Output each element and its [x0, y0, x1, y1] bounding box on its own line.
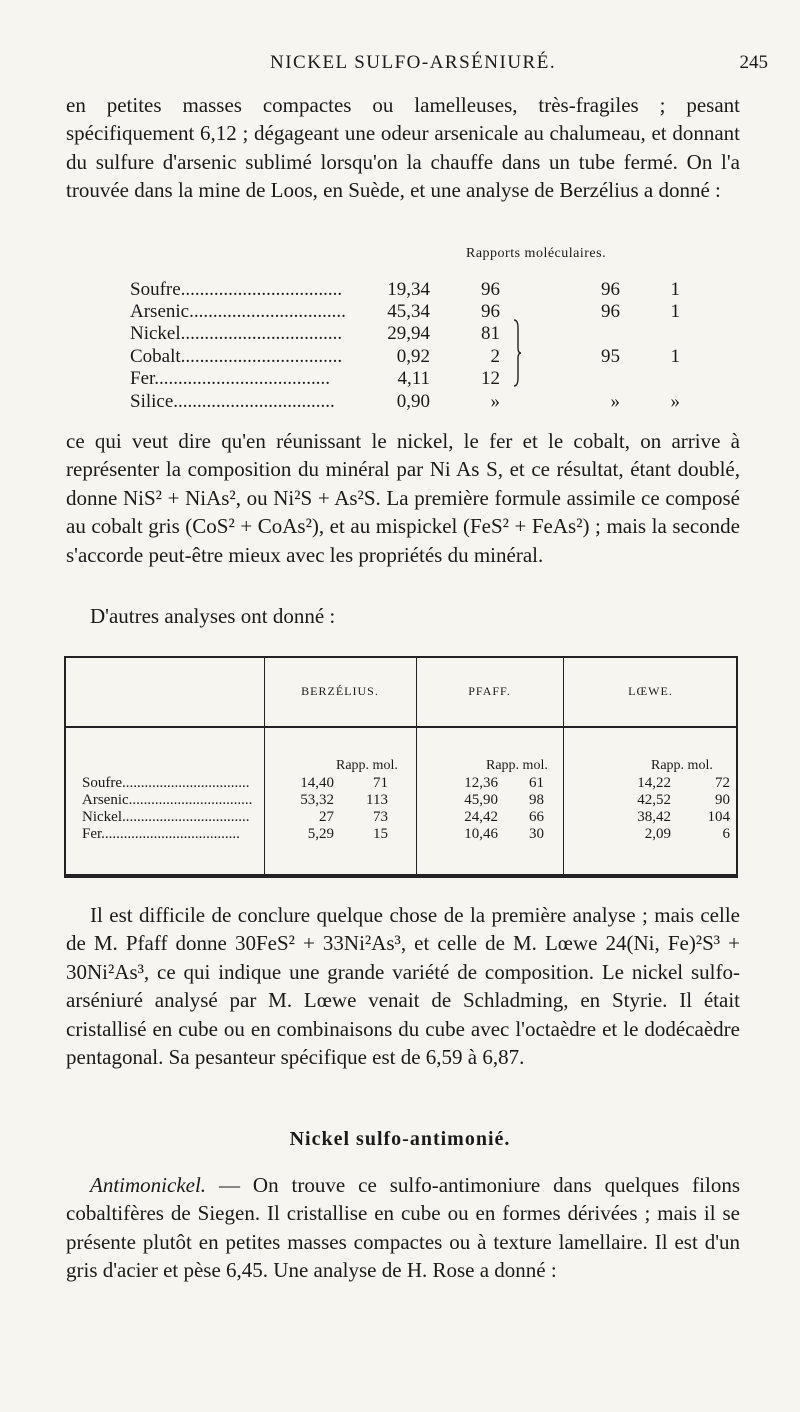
table-row — [66, 826, 736, 843]
analysis-row — [130, 279, 690, 302]
paragraph-formula: ce qui veut dire qu'en réunissant le nickel, le fer et le cobalt, on arrive à représenter la composition du minéral par Ni As S, et ce résultat, étant doublé, donne NiS² + NiAs², ou Ni²S + As²S. La première formule assimile ce composé au cobalt gris (CoS² + CoAs²), et au mispickel (FeS² + FeAs²) ; mais la seconde s'accorde peut-être mieux avec les propriétés du minéral. — [66, 429, 740, 567]
table-cell: 42,52 — [637, 792, 671, 808]
subheader-pfaff: Rapp. mol. — [486, 758, 548, 773]
paragraph-antimonickel — [66, 1171, 740, 1285]
molecular-ratio: 12 — [481, 368, 500, 389]
row-label: Soufre.................................. — [82, 775, 250, 791]
element-name: Soufre.................................. — [130, 279, 343, 300]
analysis-row — [130, 301, 690, 324]
table-cell: 71 — [373, 775, 388, 791]
element-name: Cobalt.................................. — [130, 346, 343, 367]
table-cell: 73 — [373, 809, 388, 825]
table-cell: 90 — [715, 792, 730, 808]
table-cell: 30 — [529, 826, 544, 842]
element-name: Silice.................................. — [130, 391, 335, 412]
element-value: 45,34 — [387, 301, 430, 322]
page-header — [0, 52, 800, 80]
reduced-ratio: 1 — [670, 346, 680, 367]
running-title: NICKEL SULFO-ARSÉNIURÉ. — [270, 52, 557, 73]
table-cell: 98 — [529, 792, 544, 808]
reduced-ratio: 1 — [670, 301, 680, 322]
table-cell: 104 — [707, 809, 730, 825]
analysis-row — [130, 323, 690, 346]
header-loewe: LŒWE. — [628, 684, 673, 698]
element-value: 0,90 — [396, 391, 430, 412]
table-cell: 38,42 — [637, 809, 671, 825]
table-row — [66, 775, 736, 792]
molecular-ratio: 2 — [490, 346, 500, 367]
element-value: 19,34 — [387, 279, 430, 300]
table-cell: 72 — [715, 775, 730, 791]
molecular-ratio: 96 — [481, 279, 500, 300]
page-number: 245 — [739, 52, 768, 73]
table-cell: 14,22 — [637, 775, 671, 791]
table-cell: 66 — [529, 809, 544, 825]
table-cell: 27 — [319, 809, 334, 825]
header-berzelius: BERZÉLIUS. — [301, 684, 379, 698]
table-cell: 15 — [373, 826, 388, 842]
paragraph-intro: en petites masses compactes ou lamelleuses, très-fragiles ; pesant spécifiquement 6,12 ; dégageant une odeur arsenicale au chalumeau, et donnant du sulfure d'arsenic sublimé lorsqu'on la chauffe dans un tube fermé. On l'a trouvée dans la mine de Loos, en Suède, et une analyse de Berzélius a donné : — [66, 93, 740, 203]
analysis-row — [130, 346, 690, 369]
molecular-ratio: 81 — [481, 323, 500, 344]
element-name: Arsenic................................. — [130, 301, 346, 322]
subheader-berzelius: Rapp. mol. — [336, 758, 398, 773]
table-cell: 14,40 — [300, 775, 334, 791]
row-label: Arsenic................................. — [82, 792, 253, 808]
element-value: 4,11 — [397, 368, 430, 389]
header-pfaff: PFAFF. — [468, 684, 511, 698]
table-cell: 24,42 — [464, 809, 498, 825]
molecular-ratio: 96 — [481, 301, 500, 322]
combined-ratio: 96 — [601, 279, 620, 300]
combined-ratio: 96 — [601, 301, 620, 322]
table-cell: 53,32 — [300, 792, 334, 808]
table-cell: 5,29 — [307, 826, 334, 842]
subheader-loewe: Rapp. mol. — [651, 758, 713, 773]
table-cell: 113 — [366, 792, 388, 808]
table-cell: 12,36 — [464, 775, 498, 791]
table-cell: 6 — [722, 826, 730, 842]
antimonickel-text: — On trouve ce sulfo-antimoniure dans quelques filons cobaltifères de Siegen. Il cristallise en cube ou en formes dérivées ; mais il se présente plutôt en petites masses compactes ou à texture lamellaire. Il est d'un gris d'acier et pèse 6,45. Une analyse de H. Rose a donné : — [66, 1173, 740, 1283]
table-cell: 10,46 — [464, 826, 498, 842]
reduced-ratio: 1 — [670, 279, 680, 300]
combined-ratio: » — [610, 391, 620, 412]
element-name: Nickel.................................. — [130, 323, 343, 344]
element-value: 29,94 — [387, 323, 430, 344]
paragraph-conclusion: Il est difficile de conclure quelque chose de la première analyse ; mais celle de M. Pfaff donne 30FeS² + 33Ni²As³, et celle de M. Lœwe 24(Ni, Fe)²S³ + 30Ni²As³, ce qui indique une grande variété de composition. Le nickel sulfo-arséniuré analysé par M. Lœwe venait de Schladming, en Styrie. Il était cristallisé en cube ou en combinaisons du cube avec l'octaèdre et le dodécaèdre pentagonal. Sa pesanteur spécifique est de 6,59 à 6,87. — [66, 903, 740, 1070]
ratios-title: Rapports moléculaires. — [466, 246, 607, 261]
table-row — [66, 809, 736, 826]
row-label: Fer..................................... — [82, 826, 240, 842]
element-value: 0,92 — [396, 346, 430, 367]
table-cell: 45,90 — [464, 792, 498, 808]
analyses-table — [64, 656, 738, 878]
paragraph-other-analyses: D'autres analyses ont donné : — [90, 604, 336, 628]
table-row — [66, 792, 736, 809]
antimonickel-term: Antimonickel. — [90, 1173, 207, 1197]
analysis-row — [130, 368, 690, 391]
analysis-row — [130, 391, 690, 414]
berzelius-analysis — [130, 246, 690, 426]
combined-ratio: 95 — [601, 346, 620, 367]
reduced-ratio: » — [670, 391, 680, 412]
molecular-ratio: » — [490, 391, 500, 412]
table-cell: 61 — [529, 775, 544, 791]
table-cell: 2,09 — [644, 826, 671, 842]
row-label: Nickel.................................. — [82, 809, 250, 825]
section-title: Nickel sulfo-antimonié. — [289, 1128, 511, 1150]
element-name: Fer..................................... — [130, 368, 331, 389]
